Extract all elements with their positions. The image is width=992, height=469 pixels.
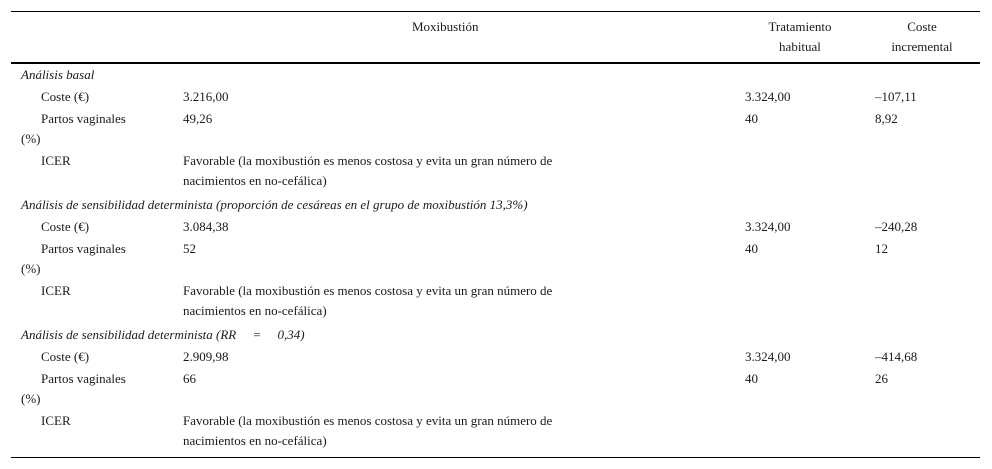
cell-incremental: 8,92: [875, 111, 898, 126]
cell-incremental: 26: [875, 371, 888, 386]
cell-moxibustion: 2.909,98: [183, 349, 229, 364]
icer-text-line1: Favorable (la moxibustión es menos costosa y evita un gran número de: [183, 153, 553, 168]
header-tratamiento-line1: Tratamiento: [768, 19, 832, 34]
cell-tratamiento: 3.324,00: [745, 349, 791, 364]
header-coste-line1: Coste: [907, 19, 937, 34]
icer-text-line1: Favorable (la moxibustión es menos costosa y evita un gran número de: [183, 413, 553, 428]
row-label-partos-unit: (%): [21, 131, 41, 146]
cell-moxibustion: 66: [183, 371, 196, 386]
row-label-partos: Partos vaginales: [41, 241, 126, 256]
cell-incremental: –414,68: [875, 349, 918, 364]
cell-moxibustion: 3.216,00: [183, 89, 229, 104]
row-label-partos-unit: (%): [21, 391, 41, 406]
row-label-coste: Coste (€): [41, 349, 90, 364]
table-bottom-rule: [11, 457, 980, 458]
cell-tratamiento: 40: [745, 241, 758, 256]
cell-tratamiento: 3.324,00: [745, 89, 791, 104]
icer-text-line2: nacimientos en no-cefálica): [183, 433, 327, 448]
cell-tratamiento: 3.324,00: [745, 219, 791, 234]
header-coste-line2: incremental: [891, 39, 953, 54]
row-label-icer: ICER: [41, 153, 71, 168]
row-label-icer: ICER: [41, 283, 71, 298]
cell-tratamiento: 40: [745, 371, 758, 386]
cell-moxibustion: 52: [183, 241, 196, 256]
section-title: Análisis basal: [21, 67, 95, 82]
cell-incremental: –107,11: [875, 89, 917, 104]
cell-moxibustion: 3.084,38: [183, 219, 229, 234]
section-title: Análisis de sensibilidad determinista (RR = 0,34): [21, 327, 305, 342]
row-label-partos: Partos vaginales: [41, 371, 126, 386]
row-label-coste: Coste (€): [41, 89, 90, 104]
icer-text-line2: nacimientos en no-cefálica): [183, 303, 327, 318]
header-rule: [11, 62, 980, 64]
cell-tratamiento: 40: [745, 111, 758, 126]
section-title: Análisis de sensibilidad determinista (proporción de cesáreas en el grupo de moxibustión 13,3%): [21, 197, 528, 212]
icer-text-line2: nacimientos en no-cefálica): [183, 173, 327, 188]
row-label-partos-unit: (%): [21, 261, 41, 276]
cell-moxibustion: 49,26: [183, 111, 213, 126]
cell-incremental: 12: [875, 241, 888, 256]
cell-incremental: –240,28: [875, 219, 918, 234]
table-top-rule: [11, 11, 980, 12]
header-tratamiento-line2: habitual: [779, 39, 821, 54]
row-label-coste: Coste (€): [41, 219, 90, 234]
header-moxibustion: Moxibustión: [412, 19, 479, 34]
row-label-partos: Partos vaginales: [41, 111, 126, 126]
row-label-icer: ICER: [41, 413, 71, 428]
icer-text-line1: Favorable (la moxibustión es menos costosa y evita un gran número de: [183, 283, 553, 298]
